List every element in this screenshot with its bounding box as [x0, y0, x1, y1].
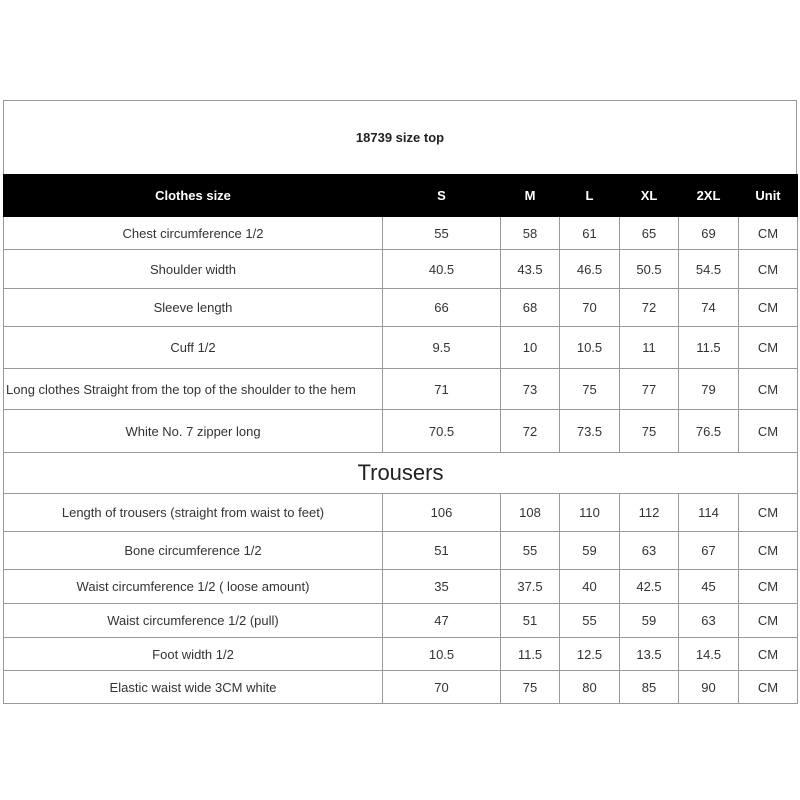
header-size-l: L — [560, 175, 620, 217]
table-row — [4, 217, 798, 250]
cell-s: 70.5 — [383, 410, 501, 453]
cell-xl: 72 — [620, 289, 679, 327]
table-row — [4, 289, 798, 327]
cell-unit: CM — [739, 532, 798, 570]
cell-2xl: 114 — [679, 494, 739, 532]
cell-unit: CM — [739, 638, 798, 671]
cell-l: 40 — [560, 570, 620, 604]
cell-2xl: 69 — [679, 217, 739, 250]
cell-s: 47 — [383, 604, 501, 638]
table-row — [4, 327, 798, 369]
cell-l: 59 — [560, 532, 620, 570]
cell-2xl: 79 — [679, 369, 739, 410]
table-row — [4, 410, 798, 453]
cell-l: 73.5 — [560, 410, 620, 453]
cell-m: 108 — [501, 494, 560, 532]
row-label: Foot width 1/2 — [4, 638, 383, 671]
cell-unit: CM — [739, 250, 798, 289]
cell-l: 70 — [560, 289, 620, 327]
size-table — [3, 174, 798, 704]
cell-m: 73 — [501, 369, 560, 410]
cell-unit: CM — [739, 289, 798, 327]
table-row — [4, 250, 798, 289]
row-label: Waist circumference 1/2 (pull) — [4, 604, 383, 638]
cell-m: 11.5 — [501, 638, 560, 671]
header-size-xl: XL — [620, 175, 679, 217]
header-unit: Unit — [739, 175, 798, 217]
row-label: White No. 7 zipper long — [4, 410, 383, 453]
cell-s: 106 — [383, 494, 501, 532]
cell-l: 61 — [560, 217, 620, 250]
cell-s: 66 — [383, 289, 501, 327]
cell-xl: 59 — [620, 604, 679, 638]
cell-m: 58 — [501, 217, 560, 250]
table-row — [4, 671, 798, 704]
cell-l: 55 — [560, 604, 620, 638]
cell-s: 9.5 — [383, 327, 501, 369]
cell-unit: CM — [739, 604, 798, 638]
row-label: Shoulder width — [4, 250, 383, 289]
cell-xl: 63 — [620, 532, 679, 570]
row-label: Elastic waist wide 3CM white — [4, 671, 383, 704]
cell-s: 40.5 — [383, 250, 501, 289]
cell-l: 12.5 — [560, 638, 620, 671]
table-row — [4, 532, 798, 570]
cell-2xl: 11.5 — [679, 327, 739, 369]
row-label: Length of trousers (straight from waist to feet) — [4, 494, 383, 532]
row-label: Chest circumference 1/2 — [4, 217, 383, 250]
cell-2xl: 45 — [679, 570, 739, 604]
cell-unit: CM — [739, 671, 798, 704]
cell-m: 51 — [501, 604, 560, 638]
cell-s: 35 — [383, 570, 501, 604]
header-size-m: M — [501, 175, 560, 217]
cell-2xl: 54.5 — [679, 250, 739, 289]
cell-m: 72 — [501, 410, 560, 453]
cell-2xl: 74 — [679, 289, 739, 327]
cell-m: 75 — [501, 671, 560, 704]
cell-xl: 77 — [620, 369, 679, 410]
cell-l: 80 — [560, 671, 620, 704]
cell-m: 10 — [501, 327, 560, 369]
cell-m: 43.5 — [501, 250, 560, 289]
header-row — [4, 175, 798, 217]
row-label: Sleeve length — [4, 289, 383, 327]
cell-xl: 75 — [620, 410, 679, 453]
cell-s: 55 — [383, 217, 501, 250]
cell-m: 68 — [501, 289, 560, 327]
size-chart — [3, 100, 797, 704]
cell-xl: 50.5 — [620, 250, 679, 289]
row-label: Cuff 1/2 — [4, 327, 383, 369]
table-row — [4, 638, 798, 671]
cell-2xl: 76.5 — [679, 410, 739, 453]
cell-xl: 13.5 — [620, 638, 679, 671]
cell-xl: 11 — [620, 327, 679, 369]
cell-xl: 42.5 — [620, 570, 679, 604]
cell-unit: CM — [739, 410, 798, 453]
chart-title: 18739 size top — [3, 100, 797, 174]
cell-l: 10.5 — [560, 327, 620, 369]
table-row — [4, 369, 798, 410]
row-label: Long clothes Straight from the top of the shoulder to the hem — [4, 369, 383, 410]
cell-xl: 112 — [620, 494, 679, 532]
cell-s: 10.5 — [383, 638, 501, 671]
cell-s: 51 — [383, 532, 501, 570]
table-row — [4, 570, 798, 604]
cell-l: 46.5 — [560, 250, 620, 289]
cell-2xl: 90 — [679, 671, 739, 704]
cell-2xl: 67 — [679, 532, 739, 570]
cell-xl: 65 — [620, 217, 679, 250]
cell-l: 110 — [560, 494, 620, 532]
cell-unit: CM — [739, 217, 798, 250]
cell-2xl: 14.5 — [679, 638, 739, 671]
header-clothes-size: Clothes size — [4, 175, 383, 217]
cell-m: 37.5 — [501, 570, 560, 604]
row-label: Waist circumference 1/2 ( loose amount) — [4, 570, 383, 604]
cell-2xl: 63 — [679, 604, 739, 638]
cell-l: 75 — [560, 369, 620, 410]
cell-m: 55 — [501, 532, 560, 570]
header-size-s: S — [383, 175, 501, 217]
cell-unit: CM — [739, 327, 798, 369]
cell-unit: CM — [739, 570, 798, 604]
cell-unit: CM — [739, 369, 798, 410]
cell-unit: CM — [739, 494, 798, 532]
table-row — [4, 604, 798, 638]
header-size-2xl: 2XL — [679, 175, 739, 217]
section-title-trousers: Trousers — [4, 453, 798, 494]
table-row — [4, 494, 798, 532]
cell-s: 70 — [383, 671, 501, 704]
section-row — [4, 453, 798, 494]
row-label: Bone circumference 1/2 — [4, 532, 383, 570]
cell-xl: 85 — [620, 671, 679, 704]
cell-s: 71 — [383, 369, 501, 410]
